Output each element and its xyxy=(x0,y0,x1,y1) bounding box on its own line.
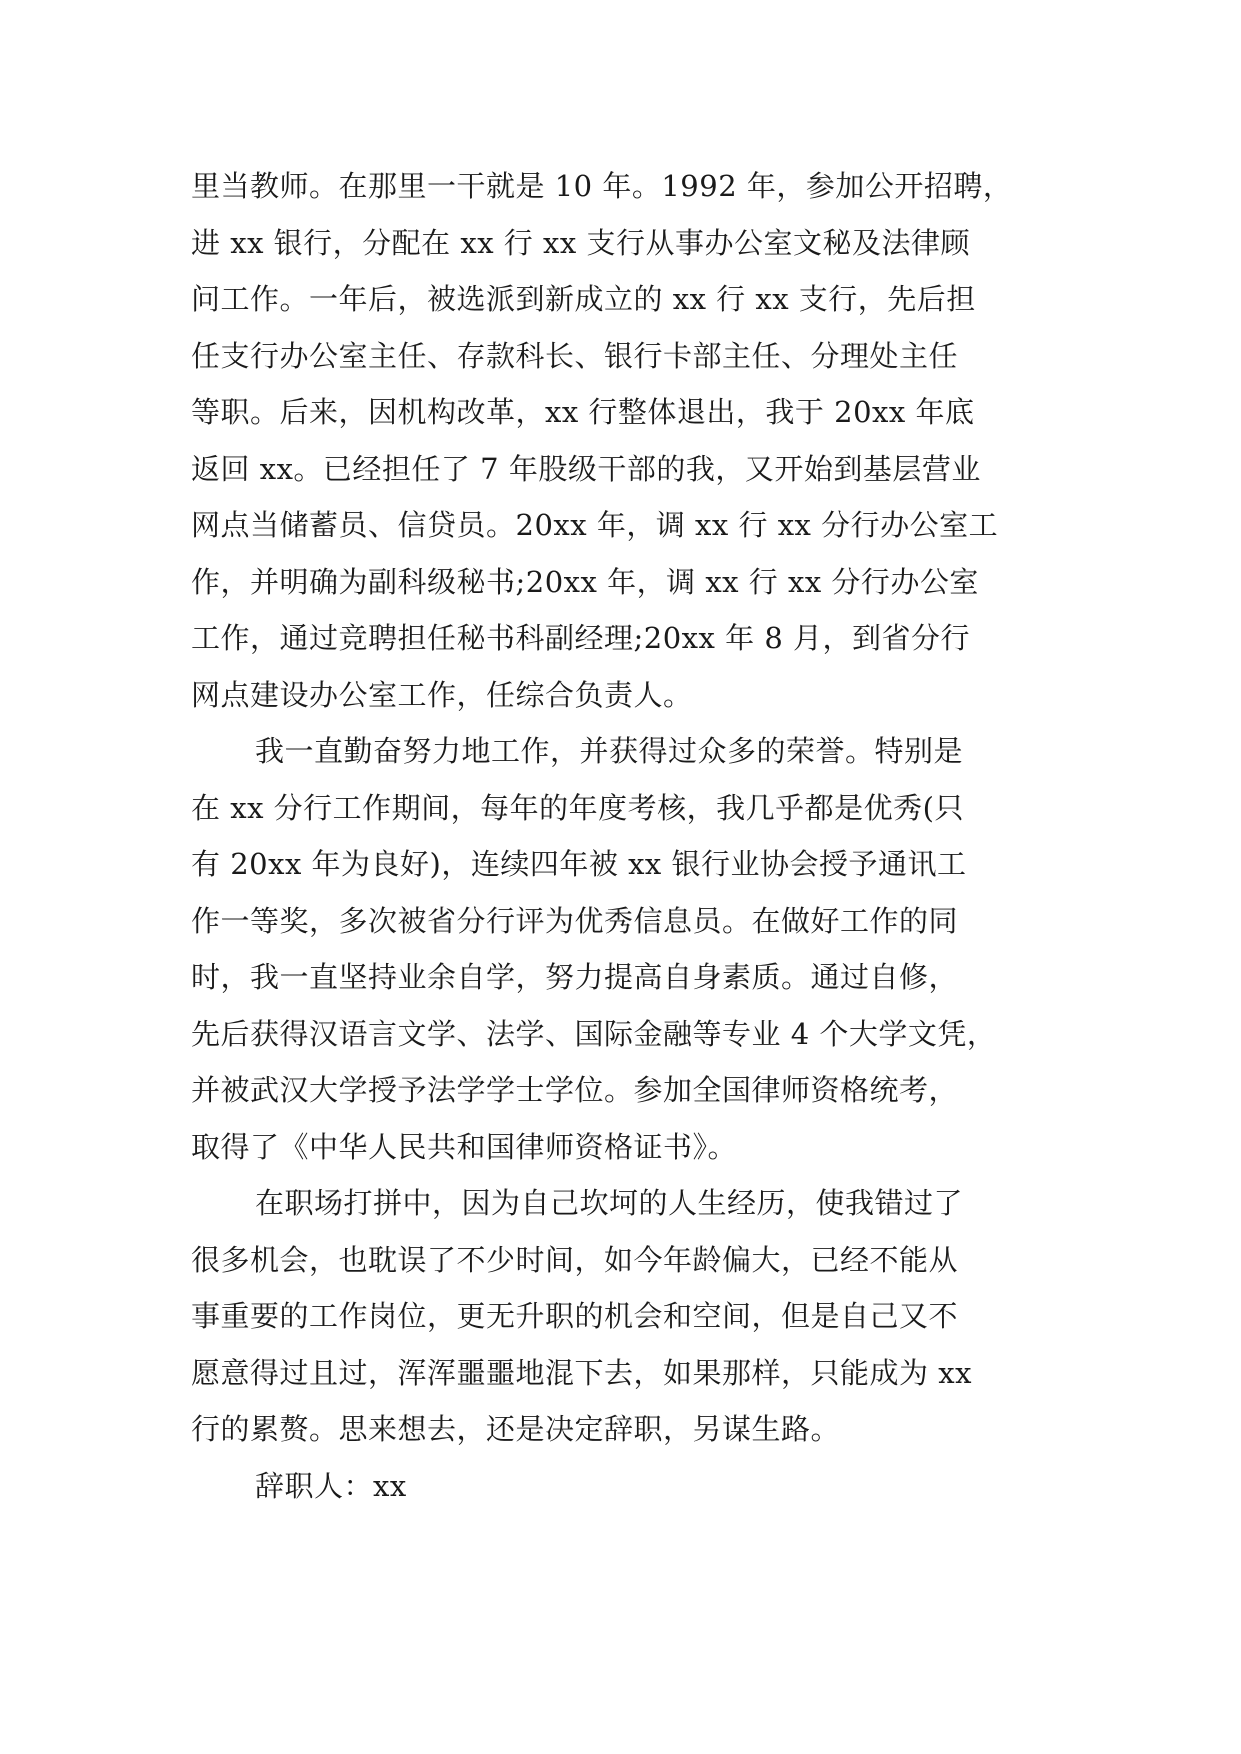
text-line: 工作，通过竞聘担任秘书科副经理;20xx 年 8 月，到省分行 xyxy=(191,621,970,655)
document-body xyxy=(191,158,1071,1514)
text-line: 作，并明确为副科级秘书;20xx 年，调 xx 行 xx 分行办公室 xyxy=(191,564,979,599)
text-line: 里当教师。在那里一干就是 10 年。1992 年，参加公开招聘， xyxy=(191,169,1013,203)
text-line: 返回 xx。已经担任了 7 年股级干部的我，又开始到基层营业 xyxy=(191,451,981,486)
text-line: 进 xx 银行，分配在 xx 行 xx 支行从事办公室文秘及法律顾 xyxy=(191,225,970,260)
text-line: 网点建设办公室工作，任综合负责人。 xyxy=(191,677,693,712)
text-line: 作一等奖，多次被省分行评为优秀信息员。在做好工作的同 xyxy=(191,903,959,938)
text-line: 时，我一直坚持业余自学，努力提高自身素质。通过自修， xyxy=(191,960,959,994)
signature-line: 辞职人：xx xyxy=(255,1468,407,1503)
paragraph-first-line: 在职场打拼中，因为自己坎坷的人生经历，使我错过了 xyxy=(255,1186,964,1220)
text-line: 在 xx 分行工作期间，每年的年度考核，我几乎都是优秀(只 xyxy=(191,790,964,825)
text-line: 问工作。一年后，被选派到新成立的 xx 行 xx 支行，先后担 xyxy=(191,282,976,316)
text-line: 愿意得过且过，浑浑噩噩地混下去，如果那样，只能成为 xx xyxy=(191,1355,972,1390)
text-line: 事重要的工作岗位，更无升职的机会和空间，但是自己又不 xyxy=(191,1299,959,1333)
text-line: 取得了《中华人民共和国律师资格证书》。 xyxy=(191,1129,738,1164)
text-line: 行的累赘。思来想去，还是决定辞职，另谋生路。 xyxy=(191,1412,841,1446)
text-line: 先后获得汉语言文学、法学、国际金融等专业 4 个大学文凭， xyxy=(191,1016,997,1051)
text-line: 并被武汉大学授予法学学士学位。参加全国律师资格统考， xyxy=(191,1073,959,1107)
text-line: 有 20xx 年为良好)，连续四年被 xx 银行业协会授予通讯工 xyxy=(191,847,967,881)
paragraph-first-line: 我一直勤奋努力地工作，并获得过众多的荣誉。特别是 xyxy=(255,734,964,768)
text-line: 网点当储蓄员、信贷员。20xx 年，调 xx 行 xx 分行办公室工 xyxy=(191,508,999,542)
text-line: 等职。后来，因机构改革，xx 行整体退出，我于 20xx 年底 xyxy=(191,395,975,429)
text-line: 很多机会，也耽误了不少时间，如今年龄偏大，已经不能从 xyxy=(191,1242,959,1277)
text-line: 任支行办公室主任、存款科长、银行卡部主任、分理处主任 xyxy=(191,338,959,373)
